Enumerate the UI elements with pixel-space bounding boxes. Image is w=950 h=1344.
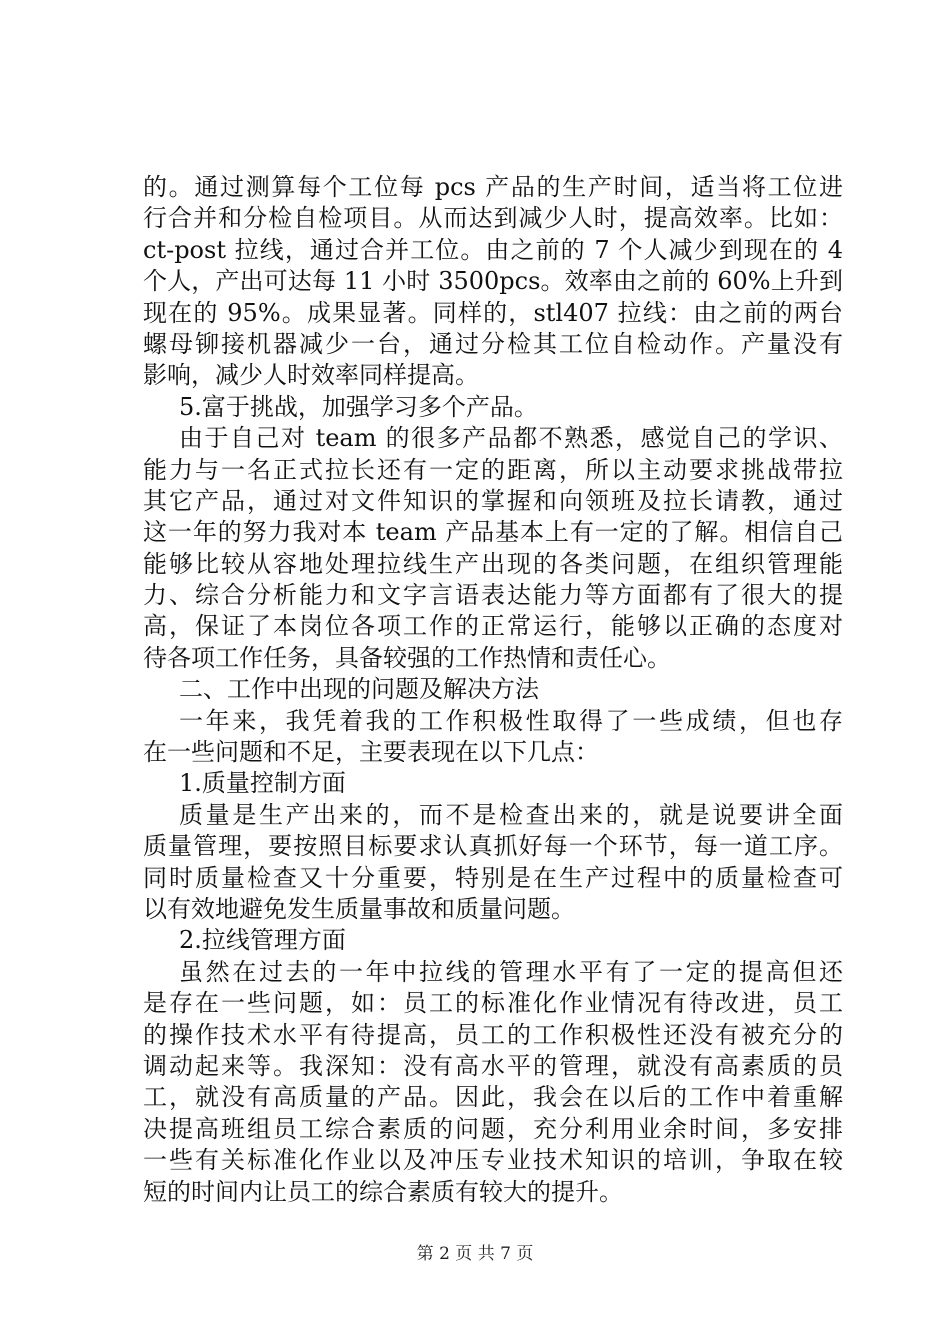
body-line: 决提高班组员工综合素质的问题，充分利用业余时间，多安排 (143, 1114, 843, 1143)
body-line: 短的时间内让员工的综合素质有较大的提升。 (143, 1177, 623, 1206)
section-heading: 二、工作中出现的问题及解决方法 (179, 675, 539, 704)
body-line: 虽然在过去的一年中拉线的管理水平有了一定的提高但还 (179, 957, 843, 986)
body-line: 是存在一些问题，如：员工的标准化作业情况有待改进，员工 (143, 989, 843, 1018)
body-line: 的。通过测算每个工位每 pcs 产品的生产时间，适当将工位进 (143, 173, 843, 201)
body-line: 其它产品，通过对文件知识的掌握和向领班及拉长请教，通过 (143, 486, 843, 515)
body-line: 待各项工作任务，具备较强的工作热情和责任心。 (143, 643, 671, 672)
section-heading: 5.富于挑战，加强学习多个产品。 (179, 392, 538, 421)
body-line: 的操作技术水平有待提高，员工的工作积极性还没有被充分的 (143, 1020, 843, 1049)
body-line: 由于自己对 team 的很多产品都不熟悉，感觉自己的学识、 (179, 424, 843, 453)
body-line: 现在的 95%。成果显著。同样的，stl407 拉线：由之前的两台 (143, 298, 843, 327)
body-line: 能力与一名正式拉长还有一定的距离，所以主动要求挑战带拉 (143, 455, 843, 484)
body-line: 质量管理，要按照目标要求认真抓好每一个环节，每一道工序。 (143, 832, 843, 861)
body-line: 行合并和分检自检项目。从而达到减少人时，提高效率。比如： (143, 204, 843, 233)
body-line: 在一些问题和不足，主要表现在以下几点： (143, 738, 599, 767)
body-line: 一些有关标准化作业以及冲压专业技术知识的培训，争取在较 (143, 1146, 843, 1175)
document-body (143, 172, 843, 1208)
section-heading: 2.拉线管理方面 (179, 926, 346, 955)
body-line: 以有效地避免发生质量事故和质量问题。 (143, 894, 575, 923)
body-line: 调动起来等。我深知：没有高水平的管理，就没有高素质的员 (143, 1051, 843, 1080)
body-line: 工，就没有高质量的产品。因此，我会在以后的工作中着重解 (143, 1083, 843, 1112)
body-line: ct-post 拉线，通过合并工位。由之前的 7 个人减少到现在的 4 (143, 235, 843, 264)
body-line: 个人，产出可达每 11 小时 3500pcs。效率由之前的 60%上升到 (143, 267, 843, 296)
body-line: 同时质量检查又十分重要，特别是在生产过程中的质量检查可 (143, 863, 843, 892)
body-line: 力、综合分析能力和文字言语表达能力等方面都有了很大的提 (143, 581, 843, 610)
body-line: 能够比较从容地处理拉线生产出现的各类问题，在组织管理能 (143, 549, 843, 578)
body-line: 高，保证了本岗位各项工作的正常运行，能够以正确的态度对 (143, 612, 843, 641)
body-line: 影响，减少人时效率同样提高。 (143, 361, 479, 390)
section-heading: 1.质量控制方面 (179, 769, 346, 798)
page-number-footer: 第 2 页 共 7 页 (416, 1244, 534, 1264)
body-line: 质量是生产出来的，而不是检查出来的，就是说要讲全面 (179, 800, 843, 829)
body-line: 这一年的努力我对本 team 产品基本上有一定的了解。相信自己 (143, 518, 843, 547)
body-line: 一年来，我凭着我的工作积极性取得了一些成绩，但也存 (179, 706, 843, 735)
body-line: 螺母铆接机器减少一台，通过分检其工位自检动作。产量没有 (143, 329, 843, 358)
